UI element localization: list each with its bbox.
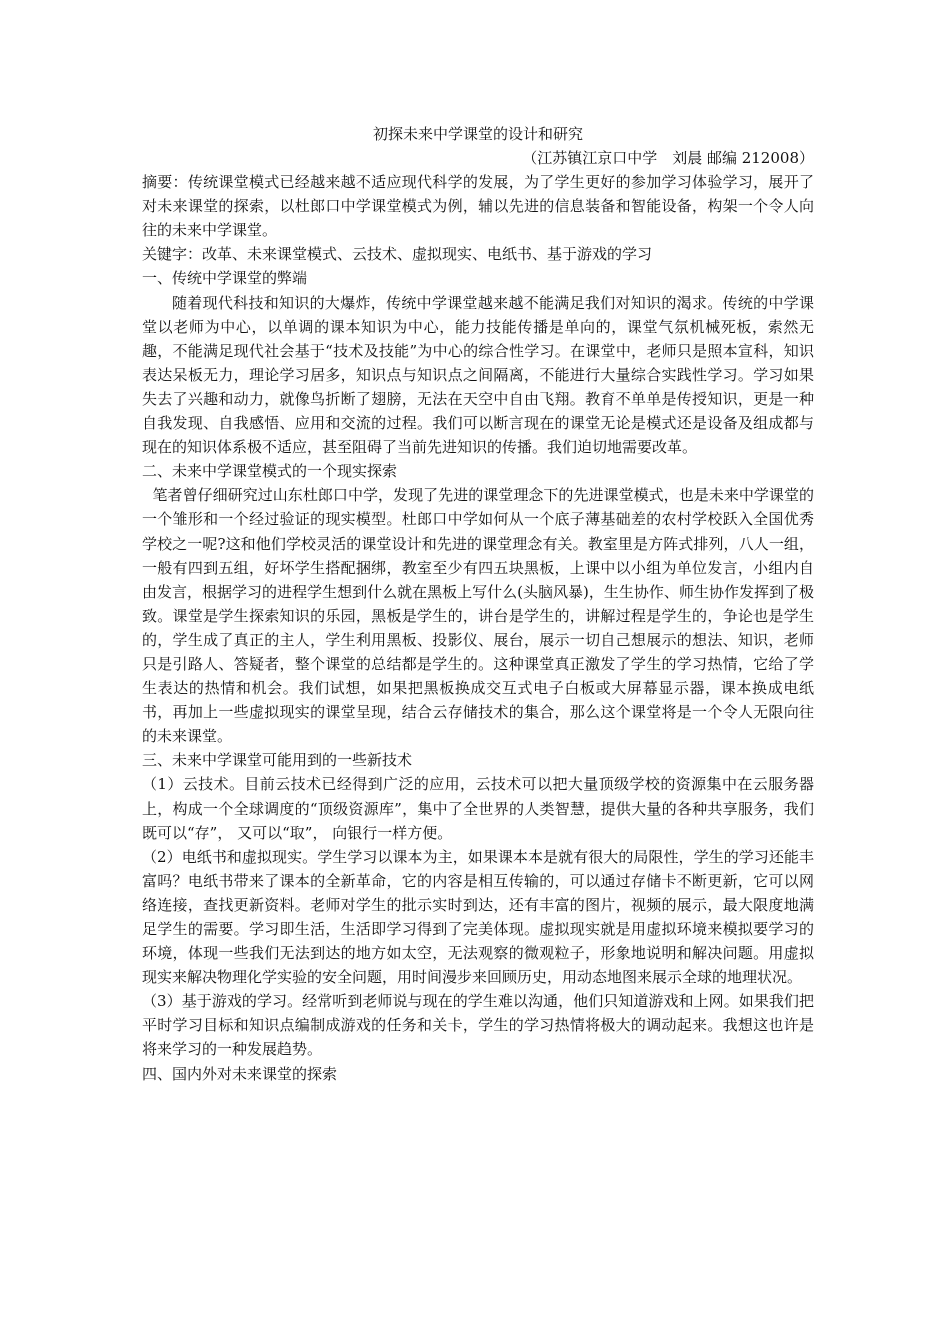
section-heading-2: 二、未来中学课堂模式的一个现实探索 [142,462,398,481]
section-heading-3: 三、未来中学课堂可能用到的一些新技术 [142,751,413,770]
author-line: （江苏镇江京口中学 刘晨 邮编 212008） [522,149,814,167]
keywords: 关键字：改革、未来课堂模式、云技术、虚拟现实、电纸书、基于游戏的学习 [142,245,653,264]
document-title: 初探未来中学课堂的设计和研究 [372,125,583,143]
abstract: 摘要：传统课堂模式已经越来越不适应现代科学的发展，为了学生更好的参加学习体验学习，展开了对未来课堂的探索，以杜郎口中学课堂模式为例，辅以先进的信息装备和智能设备，构架一个令人向往的未来中学课堂。 [142,173,814,240]
section-1-paragraph: 随着现代科技和知识的大爆炸，传统中学课堂越来越不能满足我们对知识的渴求。传统的中学课堂以老师为中心，以单调的课本知识为中心，能力技能传播是单向的，课堂气氛机械死板，索然无趣，不能满足现代社会基于“技术及技能”为中心的综合性学习。在课堂中，老师只是照本宣科，知识表达呆板无力，理论学习居多，知识点与知识点之间隔离，不能进行大量综合实践性学习。学习如果失去了兴趣和动力，就像鸟折断了翅膀，无法在天空中自由飞翔。教育不单单是传授知识，更是一种自我发现、自我感悟、应用和交流的过程。我们可以断言现在的课堂无论是模式还是设备及组成都与现在的知识体系极不适应，甚至阻碍了当前先进知识的传播。我们迫切地需要改革。 [142,293,814,457]
section-2-paragraph: 笔者曾仔细研究过山东杜郎口中学，发现了先进的课堂理念下的先进课堂模式，也是未来中学课堂的一个雏形和一个经过验证的现实模型。杜郎口中学如何从一个底子薄基础差的农村学校跃入全国优秀学校之一呢?这和他们学校灵活的课堂设计和先进的课堂理念有关。教室里是方阵式排列，八人一组，一般有四到五组，好坏学生搭配捆绑，教室至少有四五块黑板，上课中以小组为单位发言，小组内自由发言，根据学习的进程学生想到什么就在黑板上写什么(头脑风暴)，生生协作、师生协作发挥到了极致。课堂是学生探索知识的乐园，黑板是学生的，讲台是学生的，讲解过程是学生的，争论也是学生的，学生成了真正的主人，学生利用黑板、投影仪、展台，展示一切自己想展示的想法、知识，老师只是引路人、答疑者，整个课堂的总结都是学生的。这种课堂真正激发了学生的学习热情，它给了学生表达的热情和机会。我们试想，如果把黑板换成交互式电子白板或大屏幕显示器，课本换成电纸书，再加上一些虚拟现实的课堂呈现，结合云存储技术的集合，那么这个课堂将是一个令人无限向往的未来课堂。 [142,486,814,746]
section-3-item-cloud: （1）云技术。目前云技术已经得到广泛的应用，云技术可以把大量顶级学校的资源集中在云服务器上，构成一个全球调度的“顶级资源库”，集中了全世界的人类智慧，提供大量的各种共享服务，我们既可以“存”， 又可以“取”， 向银行一样方便。 [142,775,814,842]
section-3-item-ebook-vr: （2）电纸书和虚拟现实。学生学习以课本为主，如果课本本是就有很大的局限性，学生的学习还能丰富吗？电纸书带来了课本的全新革命，它的内容是相互传输的，可以通过存储卡不断更新，它可以网络连接，查找更新资料。老师对学生的批示实时到达，还有丰富的图片，视频的展示，最大限度地满足学生的需要。学习即生活，生活即学习得到了完美体现。虚拟现实就是用虚拟环境来模拟要学习的环境，体现一些我们无法到达的地方如太空，无法观察的微观粒子，形象地说明和解决问题。用虚拟现实来解决物理化学实验的安全问题，用时间漫步来回顾历史，用动态地图来展示全球的地理状况。 [142,847,814,987]
document-page [142,122,814,1086]
section-heading-1: 一、传统中学课堂的弊端 [142,269,308,288]
section-heading-4: 四、国内外对未来课堂的探索 [142,1064,338,1083]
section-3-item-game-learning: （3）基于游戏的学习。经常听到老师说与现在的学生难以沟通，他们只知道游戏和上网。如果我们把平时学习目标和知识点编制成游戏的任务和关卡，学生的学习热情将极大的调动起来。我想这也许是将来学习的一种发展趋势。 [142,992,814,1059]
